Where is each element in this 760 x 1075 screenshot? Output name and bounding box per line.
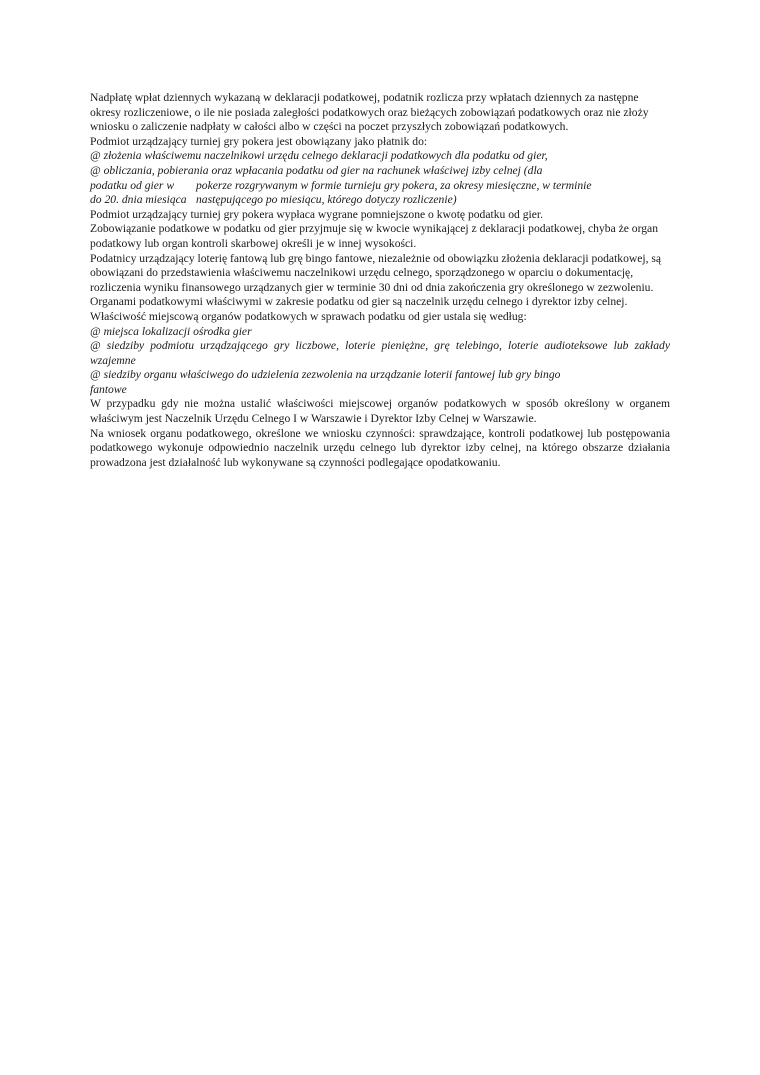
paragraph-request-actions: Na wniosek organu podatkowego, określone we wniosku czynności: sprawdzające, kontroli podatkowej lub postępowania podatkowego wykonuje odpowiednio naczelnik urzędu celnego lub dyrektor izby celnej, na którego obszarze działania prowadzona jest działalność lub wykonywane są czynności podlegające opodatkowaniu. xyxy=(90,426,670,469)
list-item-seat-authority-continuation: fantowe xyxy=(90,382,127,396)
list-item-calculation-continuation-2 xyxy=(90,193,670,208)
continuation-left-1: podatku od gier w xyxy=(90,178,175,192)
paragraph-poker-payer: Podmiot urządzający turniej gry pokera jest obowiązany jako płatnik do: xyxy=(90,134,428,148)
paragraph-overpayment: Nadpłatę wpłat dziennych wykazaną w deklaracji podatkowej, podatnik rozlicza przy wpłatach dziennych za następne okresy rozliczeniowe, o ile nie posiada zaległości podatkowych oraz bieżących zobowiązań podatkowych oraz nie złoży wniosku o zaliczenie nadpłaty w całości albo w części na poczet przyszłych zobowiązań podatkowych. xyxy=(90,91,649,134)
paragraph-tax-liability: Zobowiązanie podatkowe w podatku od gier przyjmuje się w kwocie wynikającej z deklaracji podatkowej, chyba że organ podatkowy lub organ kontroli skarbowej określi je w innej wysokości. xyxy=(90,222,658,250)
paragraph-lottery-settlement: Podatnicy urządzający loterię fantową lub grę bingo fantowe, niezależnie od obowiązku złożenia deklaracji podatkowej, są obowiązani do przedstawienia właściwemu naczelnikowi urzędu celnego, sporządzonego w oparciu o dokumentację, rozliczenia wyniku finansowego urządzanych gier w terminie 30 dni od dnia zakończenia gry określonego w zezwoleniu. xyxy=(90,251,662,294)
list-item-seat-organizer: @ siedziby podmiotu urządzającego gry liczbowe, loterie pieniężne, grę telebingo, loterie audioteksowe lub zakłady wzajemne xyxy=(90,339,670,367)
list-item-location: @ miejsca lokalizacji ośrodka gier xyxy=(90,324,252,338)
list-item-seat-authority-line: @ siedziby organu właściwego do udzielenia zezwolenia na urządzanie loterii fantowej lub gry bingo xyxy=(90,368,561,382)
paragraph-local-jurisdiction: Właściwość miejscową organów podatkowych w sprawach podatku od gier ustala się według: xyxy=(90,309,527,323)
list-item-declaration: @ złożenia właściwemu naczelnikowi urzędu celnego deklaracji podatkowych dla podatku od gier, xyxy=(90,149,548,163)
continuation-right-2: następującego po miesiącu, którego dotyczy rozliczenie) xyxy=(196,193,457,207)
paragraph-winnings: Podmiot urządzający turniej gry pokera wypłaca wygrane pomniejszone o kwotę podatku od gier. xyxy=(90,207,543,221)
continuation-right-1: pokerze rozgrywanym w formie turnieju gry pokera, za okresy miesięczne, w terminie xyxy=(196,178,592,192)
list-item-calculation-continuation xyxy=(90,179,670,194)
list-item-calculation xyxy=(90,164,670,179)
paragraph-tax-authorities: Organami podatkowymi właściwymi w zakresie podatku od gier są naczelnik urzędu celnego i dyrektor izby celnej. xyxy=(90,295,628,309)
list-item-seat-authority xyxy=(90,368,670,383)
list-item-calculation-line: @ obliczania, pobierania oraz wpłacania podatku od gier na rachunek właściwej izby celnej (dla xyxy=(90,163,543,177)
paragraph-default-authority: W przypadku gdy nie można ustalić właściwości miejscowej organów podatkowych w sposób określony w organem właściwym jest Naczelnik Urzędu Celnego I w Warszawie i Dyrektor Izby Celnej w Warszawie. xyxy=(90,397,670,426)
document-body xyxy=(90,91,670,470)
continuation-left-2: do 20. dnia miesiąca xyxy=(90,193,187,207)
